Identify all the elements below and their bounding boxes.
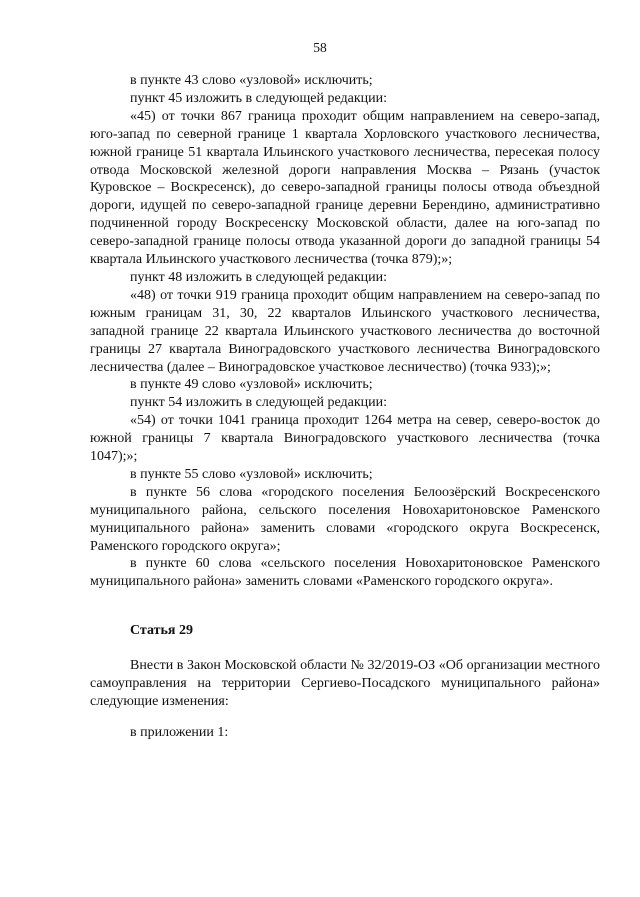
paragraph: пункт 45 изложить в следующей редакции: — [130, 90, 387, 106]
paragraph: в пункте 60 слова «сельского поселения Новохаритоновское Раменского муниципального района» заменить словами «Раменского городского округа». — [90, 556, 600, 590]
paragraph: пункт 54 изложить в следующей редакции: — [130, 395, 387, 411]
article-intro: Внести в Закон Московской области № 32/2019-ОЗ «Об организации местного самоуправления на территории Сергиево-Посадского муниципального района» следующие изменения: — [90, 658, 600, 709]
paragraph: в пункте 43 слово «узловой» исключить; — [130, 73, 373, 88]
paragraph: пункт 48 изложить в следующей редакции: — [130, 269, 387, 285]
page-number: 58 — [313, 40, 327, 55]
appendix-line: в приложении 1: — [130, 725, 229, 740]
paragraph: в пункте 56 слова «городского поселения Белоозёрский Воскресенского муниципального района, сельского поселения Новохаритоновское Раменского муниципального района» заменить словами «городского округа Воскресенск, Раменского городского округа»; — [90, 484, 600, 554]
amendments-block — [90, 72, 600, 591]
paragraph: в пункте 55 слово «узловой» исключить; — [130, 466, 373, 482]
quoted-paragraph: «45) от точки 867 граница проходит общим направлением на северо-запад, юго-запад по северной границе 1 квартала Хорловского участкового лесничества, южной границе 51 квартала Ильинского участкового лесничества, пересекая полосу отвода Московской железной дороги направления Москва – Рязань (участок Куровское – Воскресенск), до северо-западной границы полосы отвода объездной дороги, идущей по северо-западной границе деревни Берендино, административно подчиненной городу Воскресенску Московской области, далее на юго-запад по северо-западной границе полосы отвода указанной дороги до западной границы 54 квартала Ильинского участкового лесничества (точка 879);»; — [90, 108, 600, 268]
article-intro-block — [90, 657, 600, 711]
paragraph: в пункте 49 слово «узловой» исключить; — [130, 377, 373, 393]
quoted-paragraph: «48) от точки 919 граница проходит общим направлением на северо-запад по южным границам 31, 30, 22 кварталов Ильинского участкового лесничества, западной границе 22 квартала Ильинского участкового лесничества до восточной границы 27 квартала Виноградовского участкового лесничества Виноградовского лесничества (далее – Виноградовское участковое лесничество) (точка 933);»; — [90, 287, 600, 375]
article-heading: Статья 29 — [130, 623, 193, 638]
quoted-paragraph: «54) от точки 1041 граница проходит 1264 метра на север, северо-восток до южной границы 7 квартала Виноградовского участкового лесничества (точка 1047);»; — [90, 413, 600, 465]
